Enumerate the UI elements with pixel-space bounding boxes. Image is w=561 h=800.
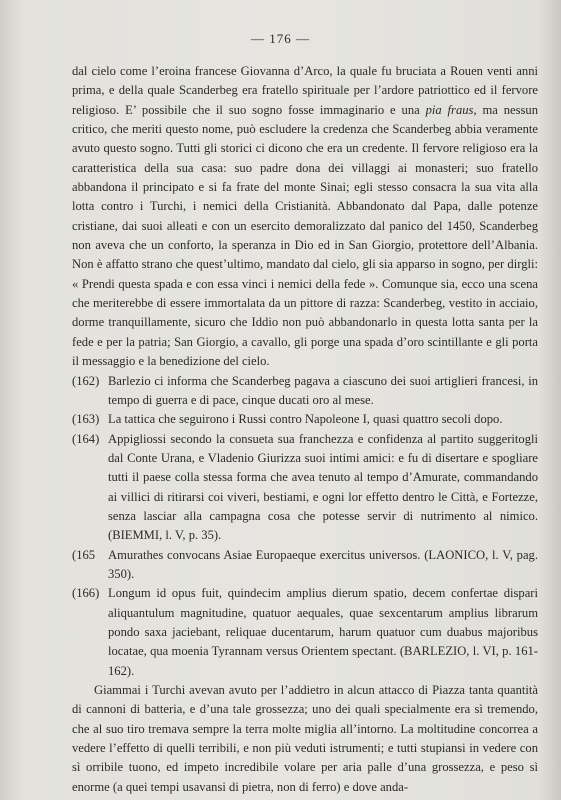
footnote-text: Longum id opus fuit, quindecim amplius dierum spatio, decem confertae dispari aliquantulum magnitudine, quatuor aequales, quae sexcentarum amplius librarum pondo saxa jaciebant, reliquae ducentarum, harum quatuor cum duabus majoribus locatae, qua moenia Tyrannam versus Orientem spectant. (BARLEZIO, l. VI, p. 161-162). [108, 586, 538, 678]
footnote [72, 430, 538, 546]
footnote-number: (166) [72, 586, 100, 601]
footnote-text: La tattica che seguirono i Russi contro Napoleone I, quasi quattro secoli dopo. [108, 412, 503, 427]
footnote-number: (164) [72, 431, 100, 446]
footnote-number: (162) [72, 373, 100, 388]
latin-phrase: pia fraus [425, 102, 474, 117]
footnote-text: Barlezio ci informa che Scanderbeg pagava a ciascuno dei suoi artiglieri francesi, in tempo di guerra e di pace, cinque ducati oro al mese. [108, 373, 538, 407]
footnotes [72, 372, 538, 682]
body-paragraph: dal cielo come l’eroina francese Giovanna d’Arco, la quale fu bruciata a Rouen venti anni prima, e della quale Scanderbeg era fratello spirituale per l’ardore patriottico ed il fervore religioso. E’ possibile che il suo sogno fosse immaginario e una pia fraus, ma nessun critico, che meriti questo nome, può escludere la credenza che Scanderbeg abbia veramente avuto questo sogno. Tutti gli storici ci dicono che era un credente. Il fervore religioso era la caratteristica della sua casa: suo padre dona dei villaggi ai monasteri; suo fratello abbandona il principato e si fa frate del monte Sinai; egli stesso consacra la sua vita alla lotta contro i Turchi, i nemici della Cristianità. Abbandonato dal Papa, dalle potenze cristiane, dai suoi alleati e con un esercito demoralizzato dal panico del 1450, Scanderbeg non aveva che un conforto, la speranza in Dio ed in San Giorgio, protettore dell’Albania. Non è affatto strano che quest’ultimo, mandato dal cielo, gli sia apparso in sogno, per dirgli: « Prendi questa spada e con essa vinci i nemici della fede ». Comunque sia, ecco una scena che meriterebbe di essere immortalata da un pittore di razza: Scanderbeg, vestito in acciaio, dorme tranquillamente, sicuro che Iddio non può abbandonarlo in questa lotta santa per la fede e per la patria; San Giorgio, a cavallo, gli porge una spada d’oro scintillante e gli porta il messaggio e la benedizione del cielo. [72, 64, 538, 369]
page-number: — 176 — [251, 31, 310, 46]
page-content [72, 62, 538, 797]
footnote-text: Appigliossi secondo la consueta sua franchezza e confidenza al partito suggeritogli dal Conte Urana, e Vladenio Giurizza suoi intimi amici: e fu di disertare e spogliare tutti il paese colla stessa forma che avea tenuto al tempo d’Amurate, commandando ai villici di ritirarsi coi viveri, bestiami, e ogni lor effetto dentro le Città, e Fortezze, senza lasciar alla campagna cosa che potesse servir di nutrimento al nimico. (BIEMMI, l. V, p. 35). [108, 431, 538, 543]
footnote-number: (165 [72, 547, 96, 562]
footnote [72, 410, 538, 429]
footnote [72, 372, 538, 411]
continuation-paragraph: Giammai i Turchi avevan avuto per l’addietro in alcun attacco di Piazza tanta quantità di cannoni di batteria, e d’una tale grossezza; uno dei quali specialmente era sì tremendo, che al suo tiro tremava sempre la terra molte miglia all’intorno. La moltitudine concorrea a vedere l’effetto di quelli terribili, e non più veduti istrumenti; e tutti stupiansi in vedere con sì orribile tuono, ed impeto incredibile volare per aria palle d’una grossezza, e peso sì enorme (a quei tempi usavansi di pietra, non di ferro) e dove anda- [72, 683, 538, 794]
footnote [72, 584, 538, 681]
footnote [72, 546, 538, 585]
footnote-text: Amurathes convocans Asiae Europaeque exercitus universos. (LAONICO, l. V, pag. 350). [108, 547, 538, 581]
footnote-number: (163) [72, 412, 100, 427]
